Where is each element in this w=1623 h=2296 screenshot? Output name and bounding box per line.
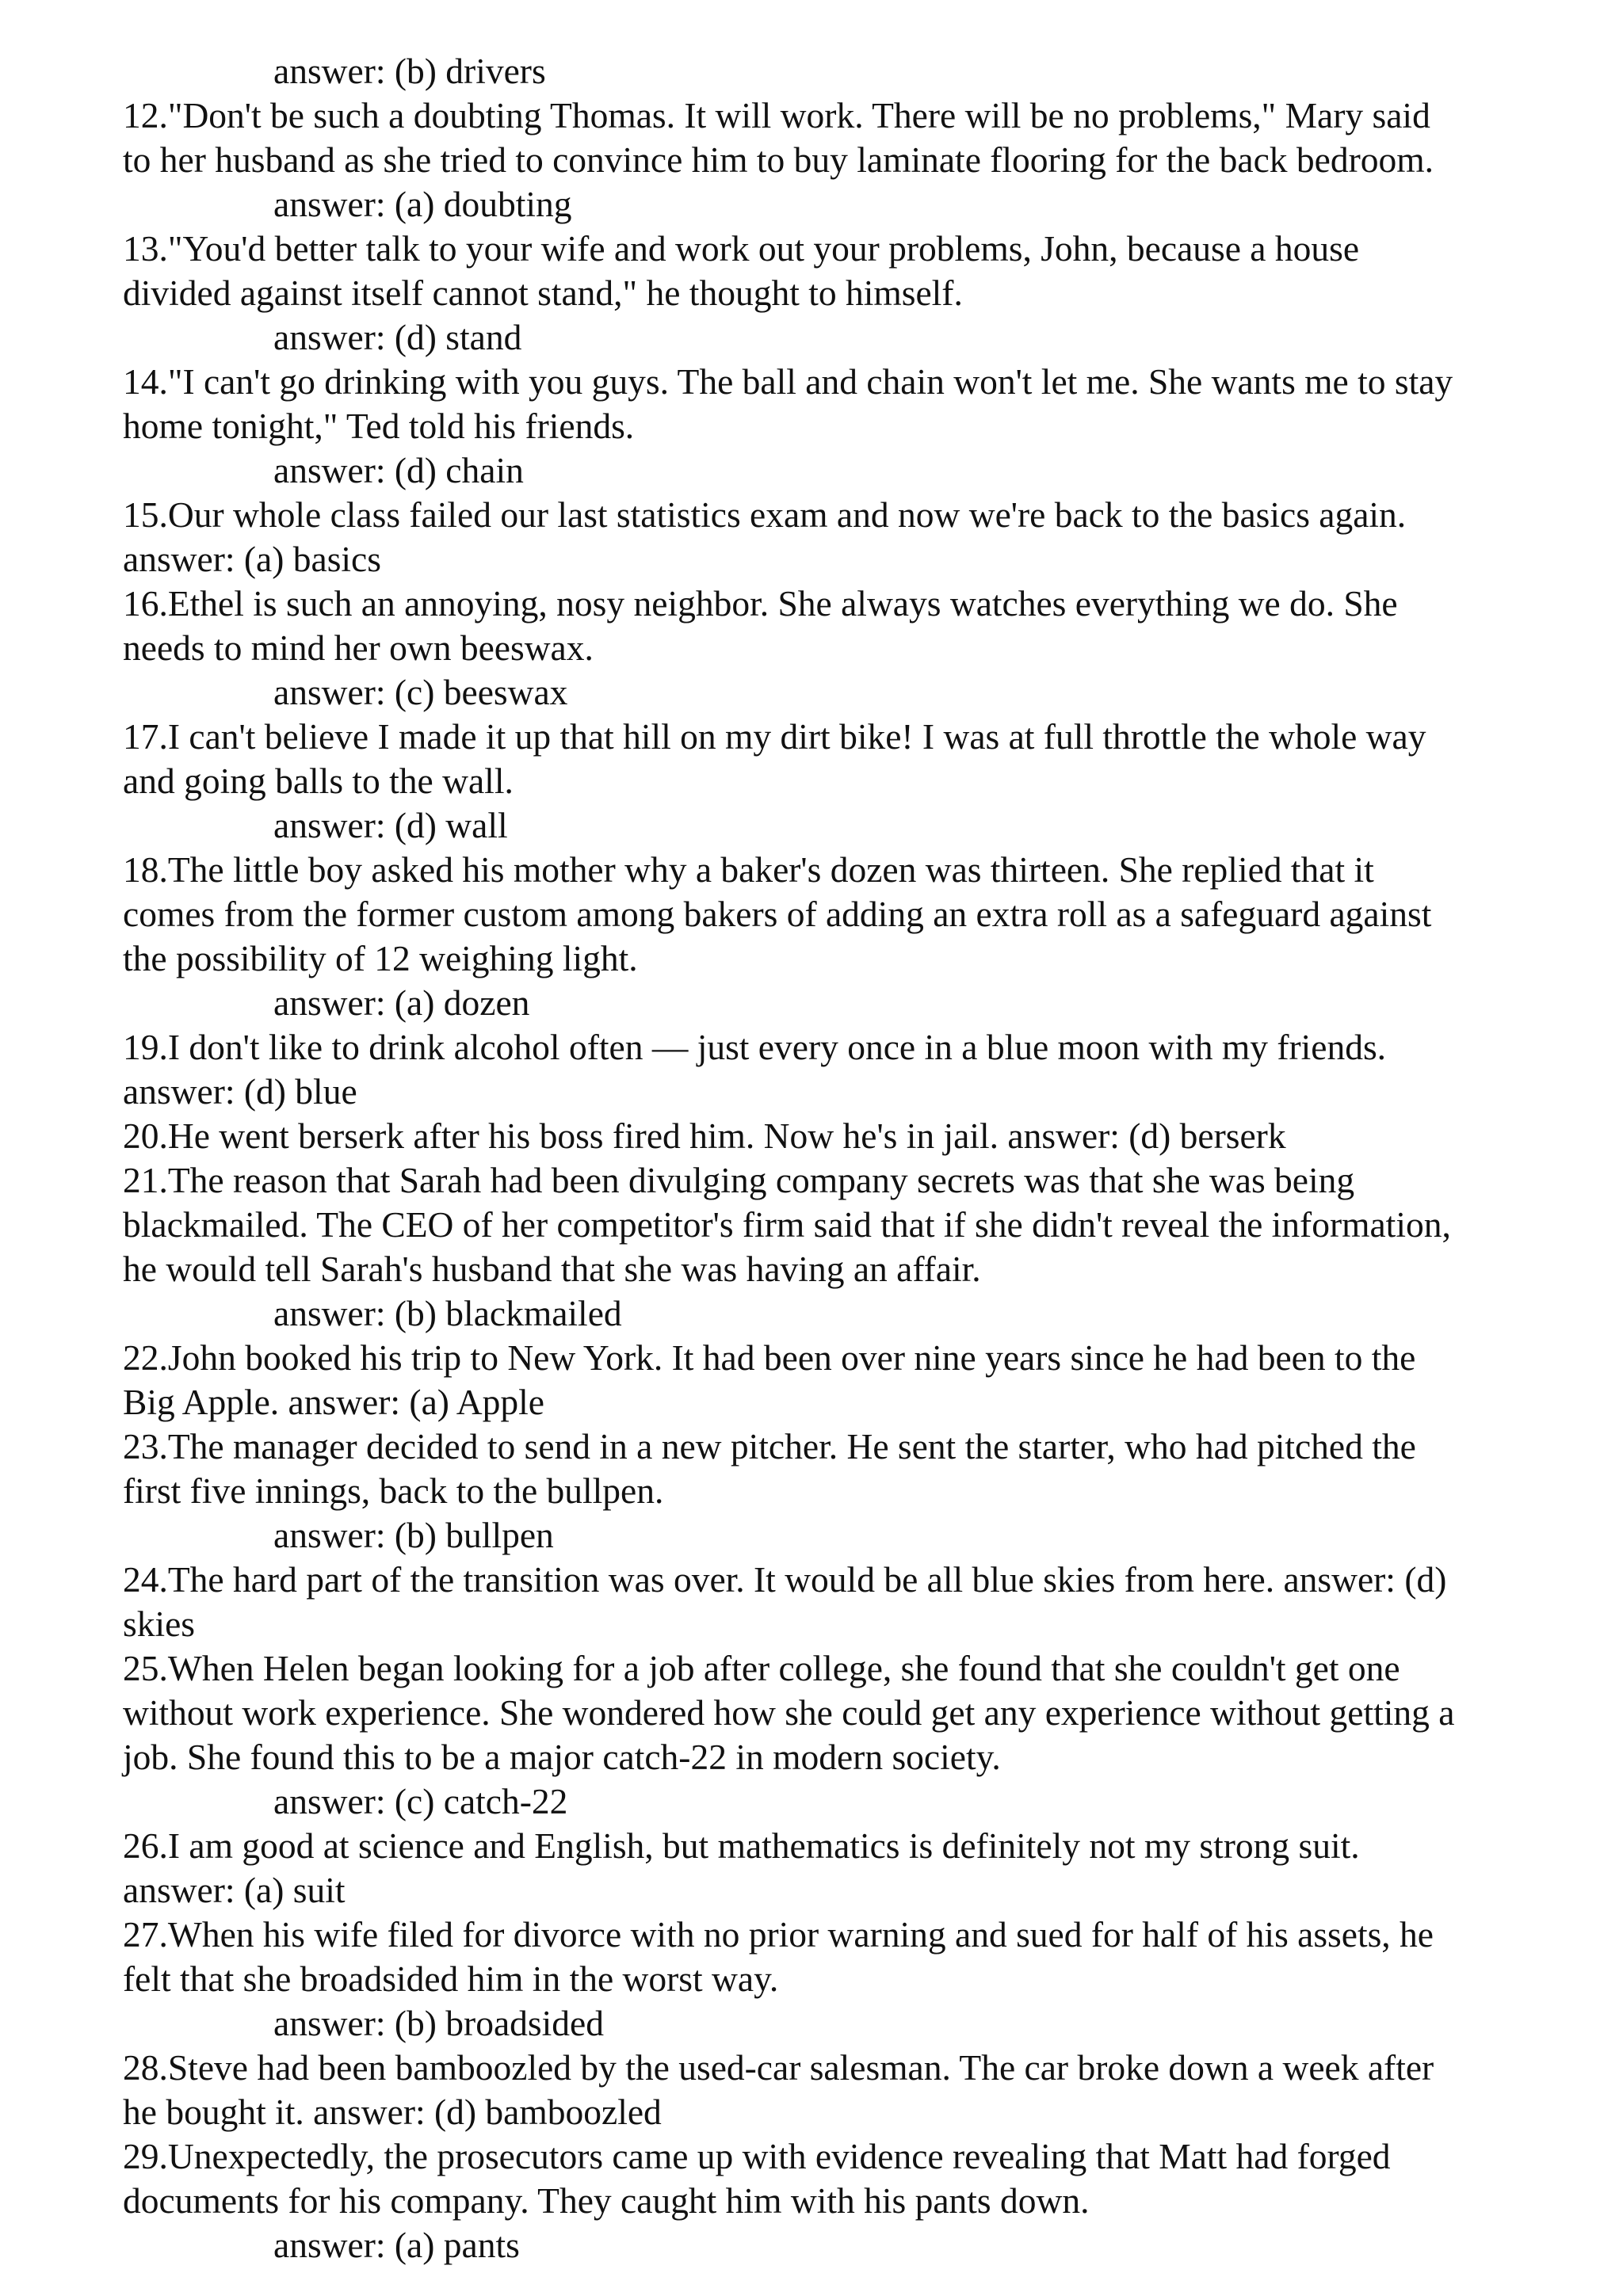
question-text-line: job. She found this to be a major catch-22 in modern society. <box>123 1737 1001 1777</box>
answer-line: answer: (a) pants <box>273 2225 520 2265</box>
question-text-line: needs to mind her own beeswax. <box>123 627 594 668</box>
question-text-line: documents for his company. They caught him with his pants down. <box>123 2180 1090 2221</box>
answer-line: answer: (b) bullpen <box>273 1515 554 1555</box>
answer-line: answer: (b) blackmailed <box>273 1293 622 1333</box>
question-text-line: 16.Ethel is such an annoying, nosy neighbor. She always watches everything we do. She <box>123 583 1398 624</box>
question-text-line: 13."You'd better talk to your wife and work out your problems, John, because a house <box>123 228 1360 269</box>
question-text-line: and going balls to the wall. <box>123 761 514 801</box>
question-text-line: 22.John booked his trip to New York. It had been over nine years since he had been to the <box>123 1337 1416 1378</box>
answer-line: answer: (b) drivers <box>273 51 546 91</box>
question-text-line: blackmailed. The CEO of her competitor's firm said that if she didn't reveal the information, <box>123 1204 1451 1245</box>
question-text-line: Big Apple. answer: (a) Apple <box>123 1382 544 1422</box>
question-text-line: 20.He went berserk after his boss fired him. Now he's in jail. answer: (d) berserk <box>123 1116 1286 1156</box>
question-text-line: 24.The hard part of the transition was over. It would be all blue skies from here. answer: (d) <box>123 1559 1447 1600</box>
answer-line: answer: (d) stand <box>273 317 522 357</box>
question-text-line: home tonight," Ted told his friends. <box>123 406 635 446</box>
answer-line: answer: (c) catch-22 <box>273 1781 568 1821</box>
question-text-line: 17.I can't believe I made it up that hill on my dirt bike! I was at full throttle the whole way <box>123 716 1426 757</box>
question-text-line: without work experience. She wondered how she could get any experience without getting a <box>123 1692 1455 1733</box>
question-text-line: to her husband as she tried to convince him to buy laminate flooring for the back bedroom. <box>123 139 1434 180</box>
question-text-line: he would tell Sarah's husband that she was having an affair. <box>123 1249 981 1289</box>
question-text-line: first five innings, back to the bullpen. <box>123 1470 664 1511</box>
answer-line: answer: (c) beeswax <box>273 672 568 712</box>
question-text-line: divided against itself cannot stand," he thought to himself. <box>123 273 963 313</box>
answer-line: answer: (b) broadsided <box>273 2003 604 2043</box>
question-text-line: answer: (a) basics <box>123 539 381 579</box>
question-text-line: 21.The reason that Sarah had been divulging company secrets was that she was being <box>123 1160 1355 1200</box>
question-text-line: skies <box>123 1604 195 1644</box>
question-text-line: 26.I am good at science and English, but mathematics is definitely not my strong suit. <box>123 1825 1360 1866</box>
question-text-line: answer: (a) suit <box>123 1870 346 1910</box>
answer-line: answer: (d) wall <box>273 805 508 845</box>
answer-line: answer: (d) chain <box>273 450 524 490</box>
question-text-line: 25.When Helen began looking for a job after college, she found that she couldn't get one <box>123 1648 1400 1688</box>
question-text-line: 19.I don't like to drink alcohol often — just every once in a blue moon with my friends. <box>123 1027 1387 1067</box>
answer-line: answer: (a) doubting <box>273 184 572 224</box>
question-text-line: he bought it. answer: (d) bamboozled <box>123 2092 662 2132</box>
question-text-line: 28.Steve had been bamboozled by the used-car salesman. The car broke down a week after <box>123 2047 1434 2088</box>
question-text-line: 14."I can't go drinking with you guys. The ball and chain won't let me. She wants me to stay <box>123 361 1453 402</box>
question-text-line: the possibility of 12 weighing light. <box>123 938 638 978</box>
answer-line: answer: (a) dozen <box>273 982 530 1023</box>
question-text-line: answer: (d) blue <box>123 1071 357 1112</box>
question-text-line: 18.The little boy asked his mother why a baker's dozen was thirteen. She replied that it <box>123 849 1374 890</box>
question-text-line: 27.When his wife filed for divorce with no prior warning and sued for half of his assets, he <box>123 1914 1434 1955</box>
question-text-line: felt that she broadsided him in the worst way. <box>123 1958 779 1999</box>
question-text-line: 15.Our whole class failed our last statistics exam and now we're back to the basics again. <box>123 494 1407 535</box>
question-text-line: comes from the former custom among bakers of adding an extra roll as a safeguard against <box>123 894 1432 934</box>
question-text-line: 29.Unexpectedly, the prosecutors came up with evidence revealing that Matt had forged <box>123 2136 1391 2176</box>
question-text-line: 23.The manager decided to send in a new pitcher. He sent the starter, who had pitched the <box>123 1426 1416 1466</box>
question-text-line: 12."Don't be such a doubting Thomas. It will work. There will be no problems," Mary said <box>123 95 1430 135</box>
